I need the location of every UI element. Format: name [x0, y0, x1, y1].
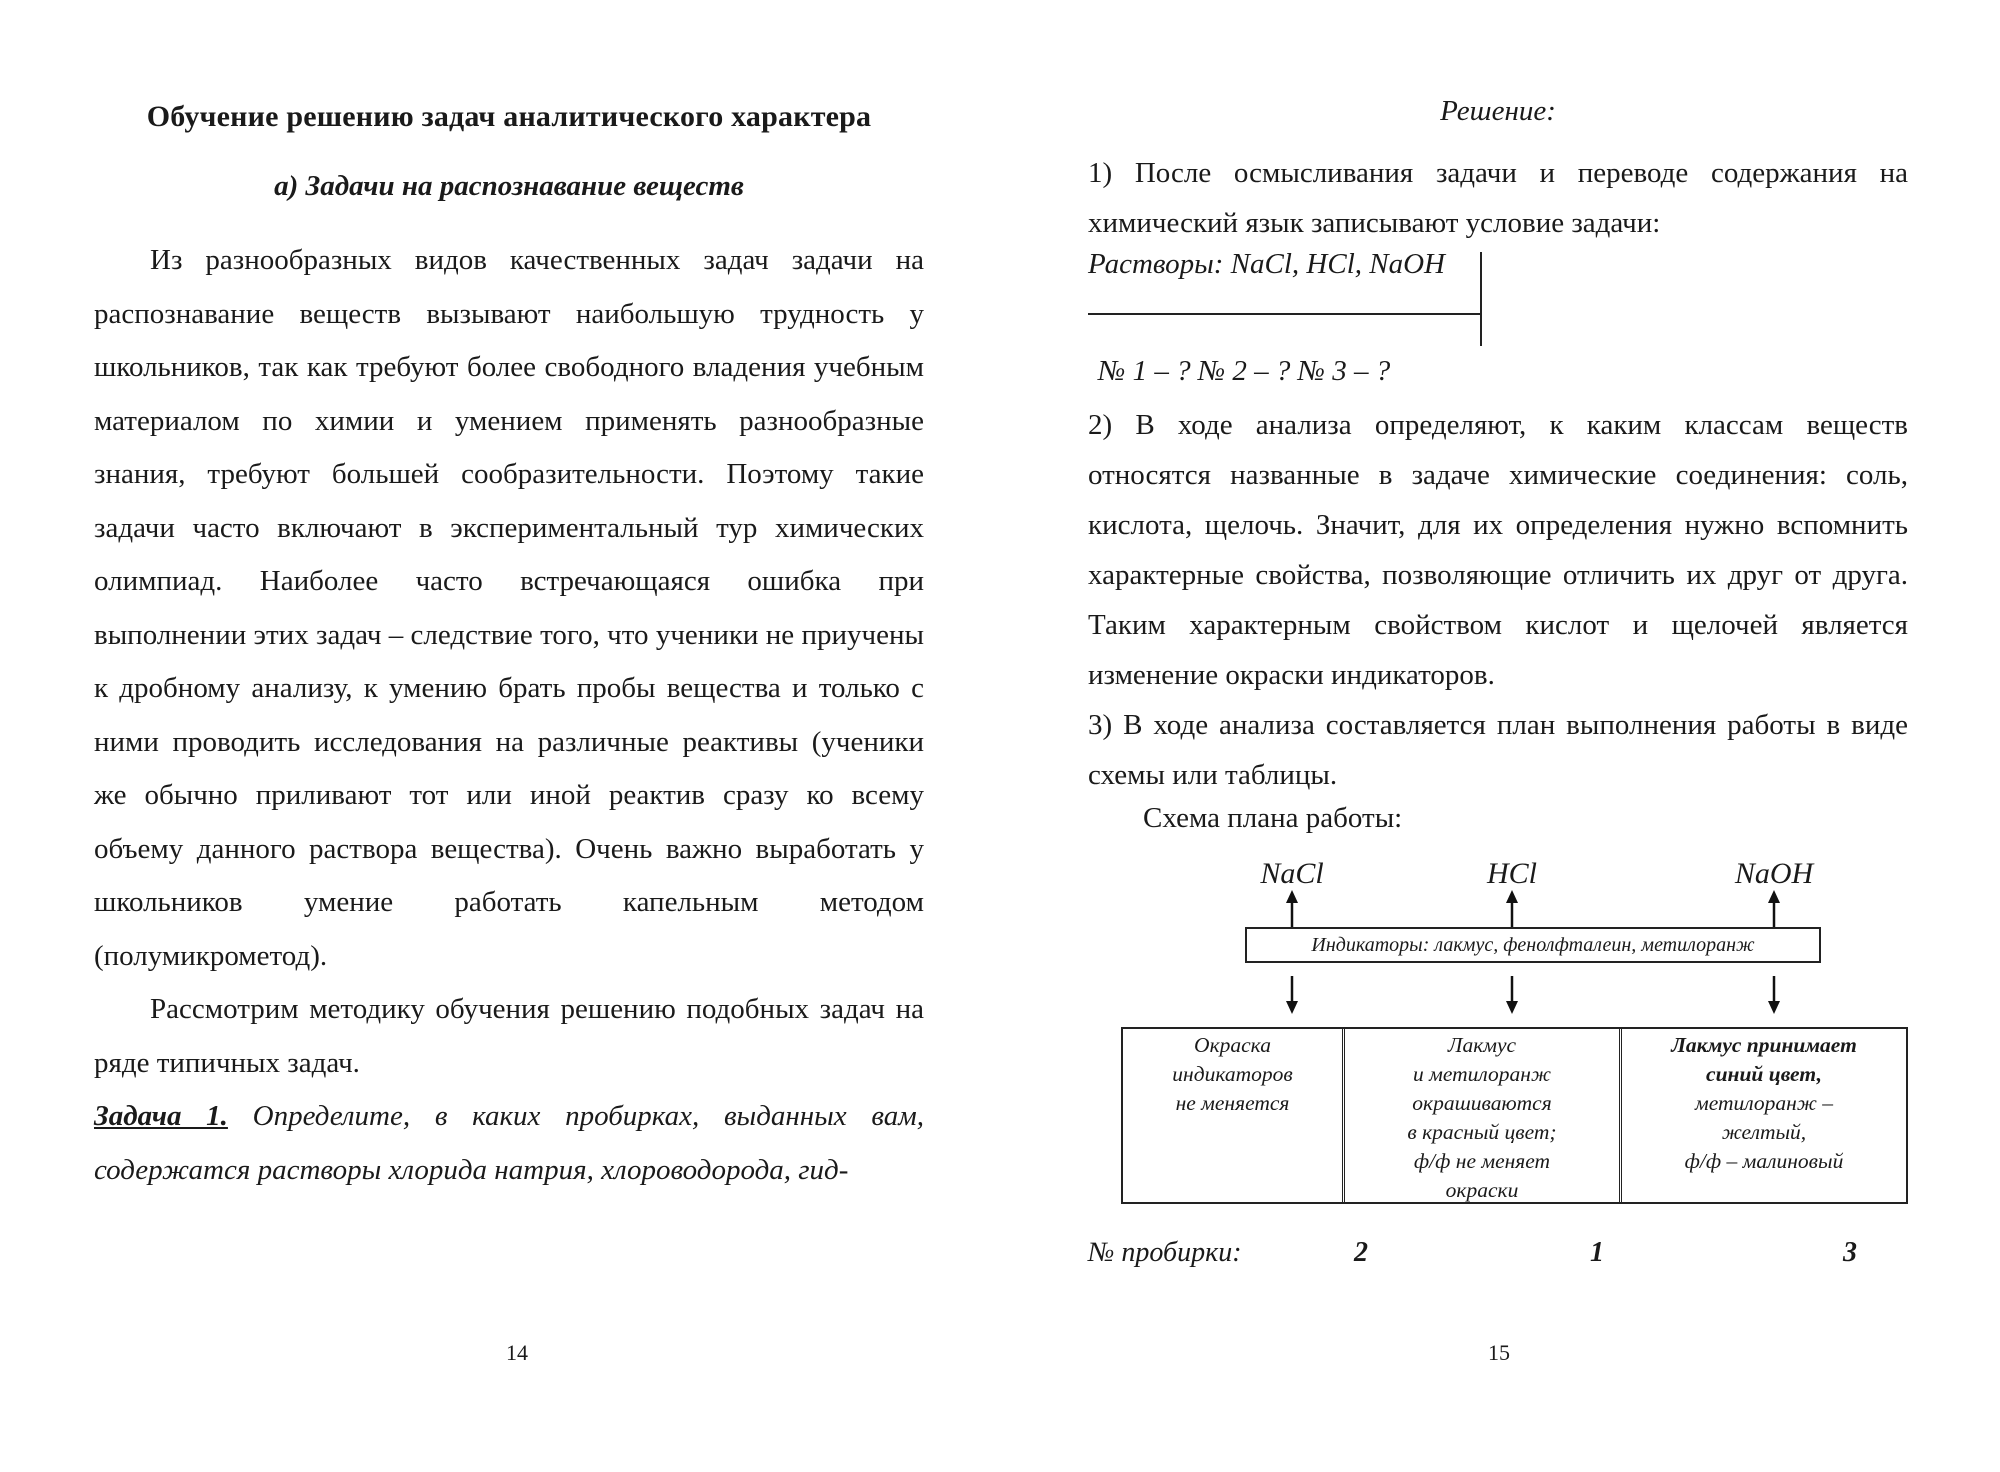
step-3 — [1088, 700, 1908, 800]
result-line: не меняется — [1175, 1091, 1290, 1115]
arrow-down-icon — [1502, 976, 1522, 1014]
task-label: Задача 1. — [94, 1100, 228, 1132]
section-subtitle: а) Задачи на распознавание веществ — [274, 170, 744, 202]
result-line: желтый, — [1721, 1120, 1807, 1144]
result-line: Лакмус — [1447, 1033, 1517, 1057]
result-line: окраски — [1445, 1178, 1519, 1202]
paragraph-intro: Из разнообразных видов качественных задач задачи на распознавание веществ вызывают наибольшую трудность у школьников, так как требуют более свободного владения учебным материалом по химии и умением применять разнообразные знания, требуют большей сообразительности. Поэтому такие задачи часто включают в экспериментальный тур химических олимпиад. Наиболее часто встречающаяся ошибка при выполнении этих задач – следствие того, что ученики не приучены к дробному анализу, к умению брать пробы вещества и только с ними проводить исследования на различные реактивы (ученики же обычно приливают тот или иной реактив сразу ко всему объему данного раствора вещества). Очень важно выработать у школьников умение работать капельным методом (полумикрометод). — [94, 244, 924, 972]
arrow-down-icon — [1282, 976, 1302, 1014]
arrow-up-icon — [1502, 890, 1522, 928]
result-line: и метилоранж — [1413, 1062, 1551, 1086]
page-number-left: 14 — [506, 1340, 528, 1365]
arrow-down-icon — [1764, 976, 1784, 1014]
section-title: Обучение решению задач аналитического характера — [146, 100, 872, 133]
result-line: окрашиваются — [1412, 1091, 1552, 1115]
substance-nacl: NaCl — [1260, 857, 1324, 890]
result-cell-hcl — [1342, 1029, 1619, 1202]
scheme-title: Схема плана работы: — [1143, 802, 1403, 834]
result-cell-naoh — [1619, 1029, 1906, 1202]
step-1 — [1088, 148, 1908, 248]
step-3-text: 3) В ходе анализа составляется план выполнения работы в виде схемы или таблицы. — [1088, 709, 1908, 791]
result-line-bold: Лакмус принимает — [1671, 1033, 1857, 1057]
task-paragraph — [94, 1090, 924, 1197]
result-line: ф/ф – малиновый — [1684, 1149, 1844, 1173]
result-line-bold: синий цвет, — [1706, 1062, 1822, 1086]
result-line: Окраска — [1194, 1033, 1271, 1057]
substance-hcl: HCl — [1486, 857, 1537, 890]
result-line: в красный цвет; — [1407, 1120, 1557, 1144]
condition-vertical-line — [1480, 252, 1482, 346]
page-number-right: 15 — [1488, 1340, 1510, 1365]
arrow-up-icon — [1282, 890, 1302, 928]
substance-naoh: NaOH — [1734, 857, 1814, 890]
task-text: Определите, в каких пробирках, выданных вам, содержатся растворы хлорида натрия, хлороводорода, гид- — [94, 1100, 924, 1186]
results-table — [1121, 1027, 1908, 1204]
arrow-up-icon — [1764, 890, 1784, 928]
condition-divider — [1088, 313, 1480, 315]
step-1-text: 1) После осмысливания задачи и переводе содержания на химический язык записывают условие задачи: — [1088, 157, 1908, 239]
tube-number-naoh: 3 — [1843, 1237, 1857, 1268]
tube-number-hcl: 1 — [1590, 1237, 1604, 1268]
indicator-box: Индикаторы: лакмус, фенолфталеин, метилоранж — [1245, 927, 1821, 963]
result-line: метилоранж – — [1695, 1091, 1833, 1115]
solution-heading: Решение: — [1440, 95, 1556, 127]
result-line: ф/ф не меняет — [1413, 1149, 1551, 1173]
step-2-text: 2) В ходе анализа определяют, к каким классам веществ относятся названные в задаче химические соединения: соль, кислота, щелочь. Значит, для их определения нужно вспомнить характерные свойства, позволяющие отличить их друг от друга. Таким характерным свойством кислот и щелочей является изменение окраски индикаторов. — [1088, 409, 1908, 691]
condition-given: Растворы: NaCl, HCl, NaOH — [1088, 248, 1445, 280]
tube-label: № пробирки: — [1088, 1237, 1242, 1268]
tube-number-nacl: 2 — [1354, 1237, 1368, 1268]
step-2 — [1088, 400, 1908, 700]
result-line: индикаторов — [1172, 1062, 1293, 1086]
left-body — [94, 234, 924, 1197]
condition-question: № 1 – ? № 2 – ? № 3 – ? — [1098, 355, 1391, 387]
paragraph-method: Рассмотрим методику обучения решению подобных задач на ряде типичных задач. — [94, 993, 924, 1079]
right-page — [1000, 0, 2000, 1472]
result-cell-nacl — [1123, 1029, 1342, 1202]
